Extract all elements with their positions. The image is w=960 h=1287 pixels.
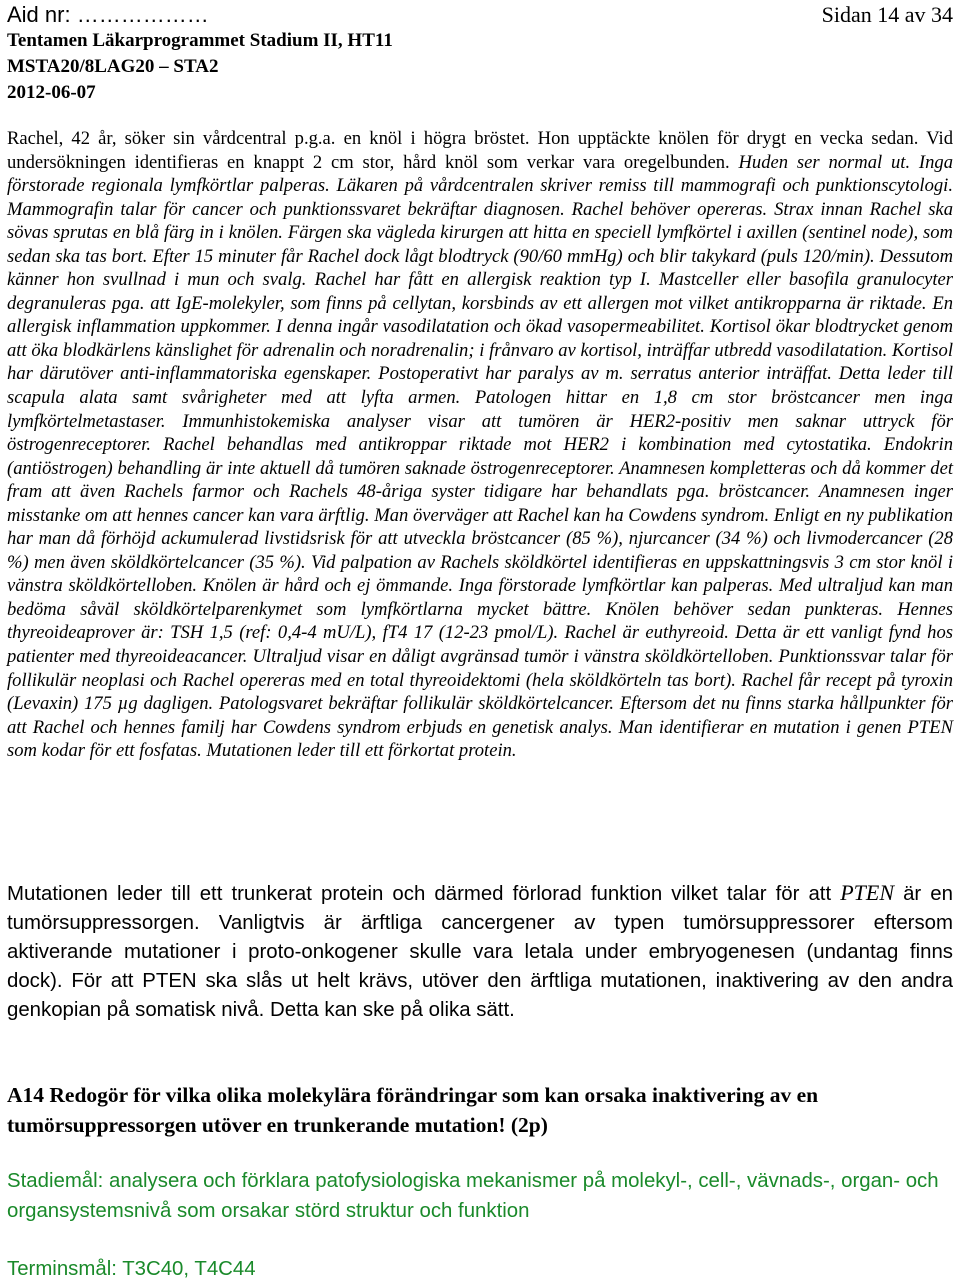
answer-part-1: Mutationen leder till ett trunkerat protein och därmed förlorad funktion vilket talar för att	[7, 883, 841, 905]
course-code: MSTA20/8LAG20 – STA2	[7, 56, 219, 77]
answer-gene-name: PTEN	[840, 880, 895, 905]
terminsmal: Terminsmål: T3C40, T4C44	[7, 1258, 256, 1280]
aid-number: Aid nr: ………………	[7, 2, 209, 27]
stadiemal: Stadiemål: analysera och förklara patofysiologiska mekanismer på molekyl-, cell-, vävnads-, organ- och organsystemsnivå som orsakar störd struktur och funktion	[7, 1170, 939, 1222]
exam-date: 2012-06-07	[7, 82, 96, 103]
answer-text	[7, 878, 953, 1025]
case-text	[7, 127, 953, 763]
page-number: Sidan 14 av 34	[821, 2, 953, 27]
case-lead: Rachel, 42 år, söker sin vårdcentral p.g.a. en knöl i högra bröstet. Hon upptäckte knölen för drygt en vecka sedan. Vid undersökningen identifieras en knappt 2 cm stor, hård knöl som verkar vara oregelbunden.	[7, 128, 953, 173]
answer-part-2: är en tumörsuppressorgen. Vanligtvis är ärftliga cancergener av typen tumörsuppressorer eftersom aktiverande mutationer i proto-onkogener skulle vara letala under embryogenesen (undantag finns dock). För att PTEN ska slås ut helt krävs, utöver den ärftliga mutationen, inaktivering av den andra genkopian på somatisk nivå. Detta kan ske på olika sätt.	[7, 883, 953, 1021]
question-a14: A14 Redogör för vilka olika molekylära förändringar som kan orsaka inaktivering av en tumörsuppressorgen utöver en trunkerande mutation! (2p)	[7, 1083, 819, 1137]
case-body: Huden ser normal ut. Inga förstorade regionala lymfkörtlar palperas. Läkaren på vårdcentralen skriver remiss till mammografi och punktionscytologi. Mammografin talar för cancer och punktionssvaret bekräftar diagnosen. Rachel behöver opereras. Strax innan Rachel ska sövas sprutas en blå färg in i knölen. Färgen ska vägleda kirurgen att hitta en speciell lymfkörtel i axillen (sentinel node), som sedan ska tas bort. Efter 15 minuter får Rachel dock lågt blodtryck (90/60 mmHg) och blir takykard (puls 120/min). Dessutom känner hon svullnad i mun och svalg. Rachel har fått en allergisk reaktion typ I. Mastceller eller basofila granulocyter degranuleras pga. att IgE-molekyler, som finns på cellytan, korsbinds av ett allergen mot vilket antikropparna är riktade. En allergisk inflammation uppkommer. I denna ingår vasodilatation och ökad vasopermeabilitet. Kortisol ökar blodtrycket genom att öka blodkärlens känslighet för adrenalin och noradrenalin; i frånvaro av kortisol, inträffar utbredd vasodilatation. Kortisol har därutöver anti-inflammatoriska egenskaper. Postoperativt har paralys av m. serratus anterior inträffat. Detta leder till scapula alata samt svårigheter med att lyfta armen. Patologen hittar en 1,8 cm stor bröstcancer men inga lymfkörtelmetastaser. Immunhistokemiska analyser visar att tumören är HER2-positiv men saknar uttryck för östrogenreceptorer. Rachel behandlas med antikroppar riktade mot HER2 i kombination med cytostatika. Endokrin (antiöstrogen) behandling är inte aktuell då tumören saknade östrogenreceptorer. Anamnesen kompletteras och då kommer det fram att även Rachels farmor och Rachels 48-åriga syster tidigare har behandlats pga. bröstcancer. Anamnesen inger misstanke om att hennes cancer kan vara ärftlig. Man överväger att Rachel kan ha Cowdens syndrom. Enligt en ny publikation har man då förhöjd ackumulerad livstidsrisk för att utveckla bröstcancer (85 %), njurcancer (34 %) och livmodercancer (28 %) men även sköldkörtelcancer (35 %). Vid palpation av Rachels sköldkörtel identifieras en uppskattningsvis 3 cm stor knöl i vänstra sköldkörtelloben. Knölen är hård och ej ömmande. Inga förstorade lymfkörtlar kan palperas. Med ultraljud kan man bedöma såväl sköldkörtelparenkymet som lymfkörtlarna mycket bättre. Knölen behöver sedan punkteras. Hennes thyreoideaprover är: TSH 1,5 (ref: 0,4-4 mU/L), fT4 17 (12-23 pmol/L). Rachel är euthyreoid. Detta är ett vanligt fynd hos patienter med thyreoideacancer. Ultraljud visar en dåligt avgränsad tumör i vänstra sköldkörtelloben. Punktionssvar talar för follikulär neoplasi och Rachel opereras med en total thyreoidektomi (hela sköldkörteln tas bort). Rachel får recept på tyroxin (Levaxin) 175 µg dagligen. Patologsvaret bekräftar follikulär sköldkörtelcancer. Eftersom det nu finns starka hållpunkter för att Rachel och hennes familj har Cowdens syndrom erbjuds en genetisk analys. Man identifierar en mutation i genen PTEN som kodar för ett fosfatas. Mutationen leder till ett förkortat protein.	[7, 151, 954, 762]
exam-title: Tentamen Läkarprogrammet Stadium II, HT11	[7, 30, 393, 51]
page-header	[7, 2, 953, 106]
